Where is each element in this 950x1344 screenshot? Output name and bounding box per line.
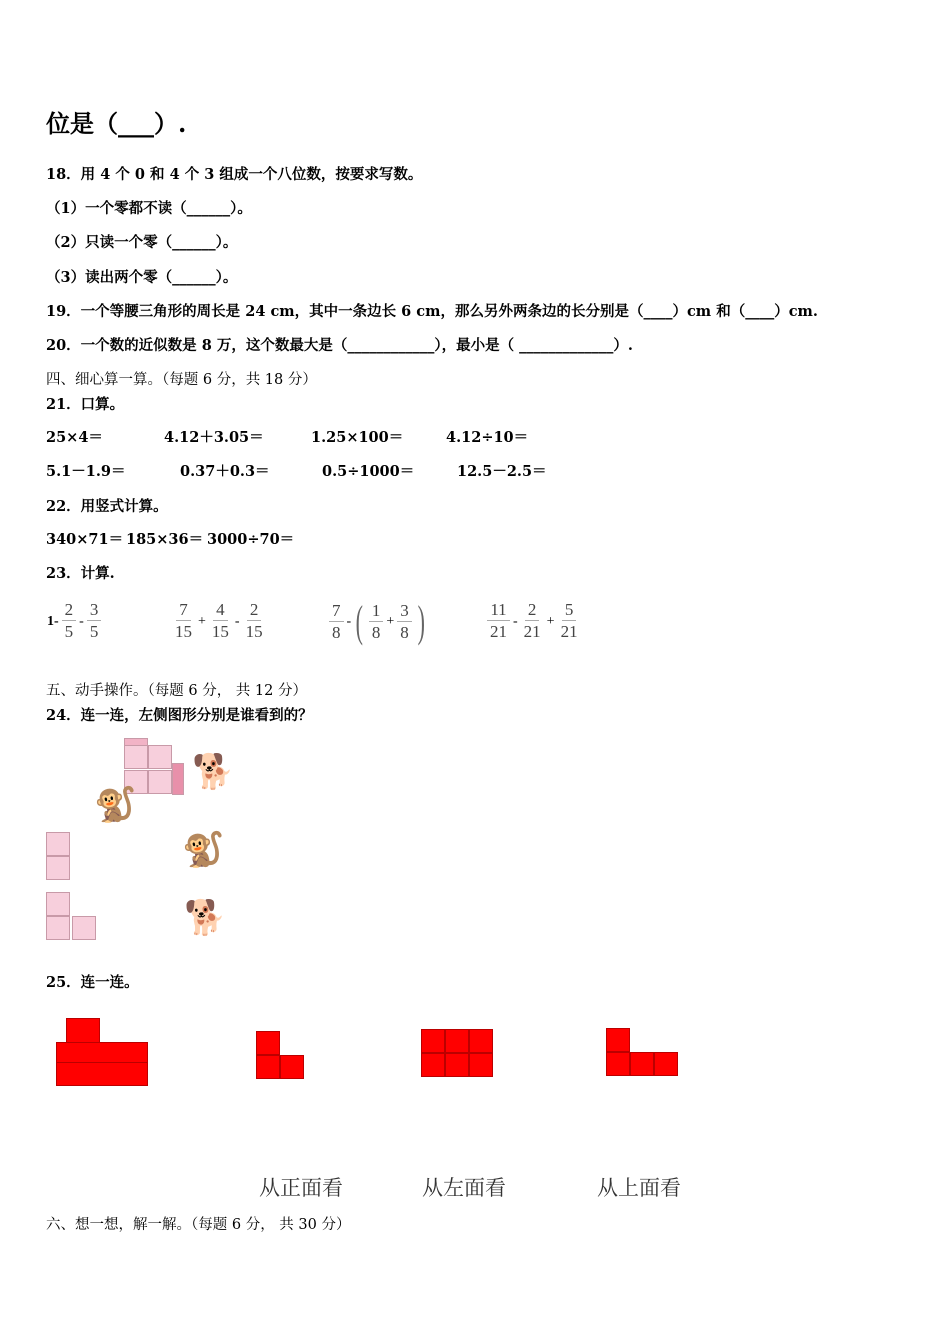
q23-expression-1: 1- $\frac{2}{5}$ - $\frac{3}{5}$ [46, 600, 103, 643]
q24-stem: 24．连一连，左侧图形分别是谁看到的？ [46, 707, 313, 724]
fraction: $\frac{7}{15}$ [175, 600, 192, 641]
monkey-icon: 🐒 [94, 785, 137, 825]
fraction: $\frac{4}{15}$ [211, 600, 229, 641]
dog-icon: 🐕 [192, 752, 235, 792]
fraction: $\frac{2}{15}$ [245, 600, 263, 641]
fraction: $\frac{3}{5}$ [87, 600, 102, 643]
q23-expression-3: $\frac{7}{8}$ - ( $\frac{1}{8}$ + $\frac{3}{8}$ ) [327, 600, 428, 644]
fraction: $\frac{2}{5}$ [62, 600, 77, 643]
fraction: $\frac{7}{8}$ [329, 601, 344, 644]
label-top-view: 从上面看 [597, 1176, 681, 1200]
top-fragment: 位是（___）. [46, 109, 187, 138]
q21-stem: 21．口算。 [46, 396, 125, 413]
q22-stem: 22．用竖式计算。 [46, 498, 168, 515]
q20: 20．一个数的近似数是 8 万，这个数最大是（____________），最小是（ _____________）. [46, 337, 633, 354]
label-front-view: 从正面看 [259, 1176, 343, 1200]
q22-item: 3000÷70＝ [207, 531, 295, 548]
q23-stem: 23．计算. [46, 565, 115, 582]
q18-sub-1: （1）一个零都不读（______）。 [46, 200, 252, 217]
q22-item: 340×71＝ [46, 531, 124, 548]
fraction: $\frac{3}{8}$ [397, 601, 412, 644]
q25-stem: 25．连一连。 [46, 974, 139, 991]
section-5-heading: 五、动手操作。（每题 6 分， 共 12 分） [46, 683, 307, 699]
q22-item: 185×36＝ [126, 531, 204, 548]
label-left-view: 从左面看 [422, 1176, 506, 1200]
q21-item: 5.1－1.9＝ [46, 463, 126, 480]
q21-item: 0.37＋0.3＝ [180, 463, 270, 480]
q21-item: 1.25×100＝ [311, 429, 404, 446]
q18-sub-3: （3）读出两个零（______）。 [46, 269, 238, 286]
q23-expression-4: $\frac{11}{21}$ - $\frac{2}{21}$ + $\frac{5}{21}$ [485, 600, 583, 643]
q23-expression-2: $\frac{7}{15}$ + $\frac{4}{15}$ - $\frac{2}{15}$ [170, 600, 268, 643]
q21-item: 4.12＋3.05＝ [164, 429, 264, 446]
q21-item: 0.5÷1000＝ [322, 463, 415, 480]
section-4-heading: 四、细心算一算。（每题 6 分，共 18 分） [46, 372, 317, 388]
monkey-icon: 🐒 [182, 830, 225, 870]
fraction: $\frac{11}{21}$ [487, 600, 510, 643]
q21-item: 12.5－2.5＝ [457, 463, 547, 480]
q21-item: 4.12÷10＝ [446, 429, 529, 446]
fraction: $\frac{5}{21}$ [560, 600, 578, 641]
fraction: $\frac{2}{21}$ [523, 600, 541, 641]
dog-icon: 🐕 [184, 898, 227, 938]
q19: 19．一个等腰三角形的周长是 24 cm，其中一条边长 6 cm，那么另外两条边的长分别是（____）cm 和（____）cm. [46, 303, 818, 320]
fraction: $\frac{1}{8}$ [369, 601, 384, 644]
section-6-heading: 六、想一想，解一解。（每题 6 分， 共 30 分） [46, 1217, 351, 1233]
q21-item: 25×4＝ [46, 429, 103, 446]
q18-sub-2: （2）只读一个零（______）。 [46, 234, 238, 251]
q18-stem: 18．用 4 个 0 和 4 个 3 组成一个八位数，按要求写数。 [46, 166, 423, 183]
